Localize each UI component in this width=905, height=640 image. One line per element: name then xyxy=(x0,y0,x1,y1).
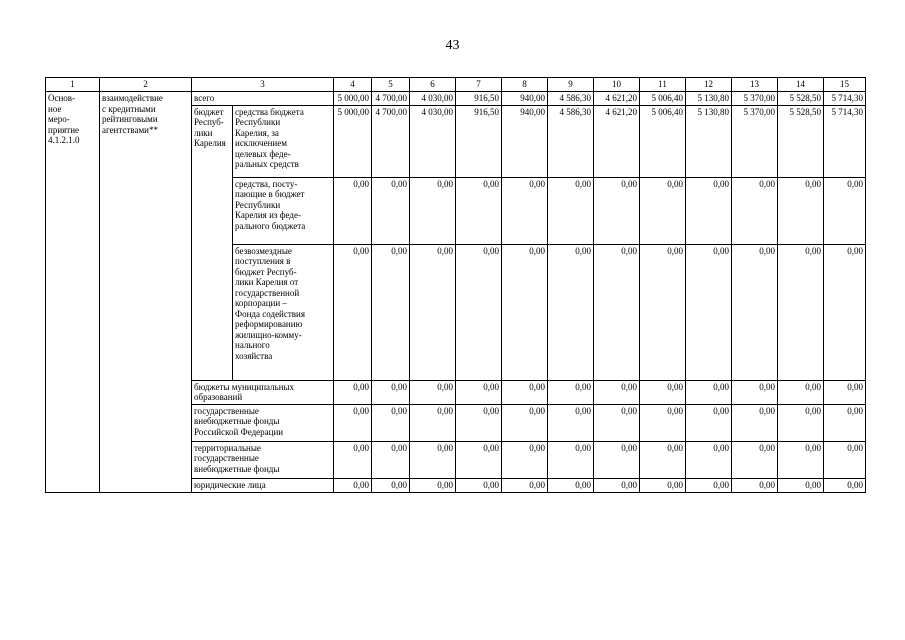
header-cell: 13 xyxy=(732,78,778,92)
value-cell: 0,00 xyxy=(334,404,372,441)
value-cell: 0,00 xyxy=(824,177,866,244)
value-cell: 0,00 xyxy=(640,244,686,380)
source-label-cell: средства бюджета Республики Карелия, за исключением целевых феде- ральных средств xyxy=(233,105,334,177)
source-label-cell: средства, посту- пающие в бюджет Республики Карелия из феде- рального бюджета xyxy=(233,177,334,244)
header-cell: 1 xyxy=(46,78,100,92)
value-cell: 0,00 xyxy=(778,244,824,380)
value-cell: 5 006,40 xyxy=(640,92,686,106)
header-cell: 15 xyxy=(824,78,866,92)
header-cell: 5 xyxy=(372,78,410,92)
value-cell: 0,00 xyxy=(732,404,778,441)
value-cell: 4 586,30 xyxy=(548,105,594,177)
value-cell: 5 370,00 xyxy=(732,105,778,177)
value-cell: 0,00 xyxy=(456,380,502,404)
value-cell: 0,00 xyxy=(410,404,456,441)
value-cell: 0,00 xyxy=(778,380,824,404)
value-cell: 4 621,20 xyxy=(594,92,640,106)
header-cell: 12 xyxy=(686,78,732,92)
value-cell: 0,00 xyxy=(410,380,456,404)
value-cell: 0,00 xyxy=(824,244,866,380)
value-cell: 4 030,00 xyxy=(410,105,456,177)
value-cell: 0,00 xyxy=(372,478,410,492)
value-cell: 0,00 xyxy=(594,177,640,244)
value-cell: 0,00 xyxy=(594,244,640,380)
value-cell: 0,00 xyxy=(502,380,548,404)
value-cell: 0,00 xyxy=(334,441,372,478)
value-cell: 4 586,30 xyxy=(548,92,594,106)
value-cell: 940,00 xyxy=(502,105,548,177)
value-cell: 0,00 xyxy=(334,177,372,244)
value-cell: 5 000,00 xyxy=(334,92,372,106)
value-cell: 0,00 xyxy=(548,404,594,441)
budget-table xyxy=(45,77,866,493)
source-label-cell: бюджеты муниципальных образований xyxy=(192,380,334,404)
value-cell: 0,00 xyxy=(456,404,502,441)
value-cell: 5 130,80 xyxy=(686,105,732,177)
source-label-cell: территориальные государственные внебюджетные фонды xyxy=(192,441,334,478)
value-cell: 0,00 xyxy=(686,177,732,244)
value-cell: 5 130,80 xyxy=(686,92,732,106)
value-cell: 0,00 xyxy=(640,478,686,492)
value-cell: 0,00 xyxy=(594,441,640,478)
header-cell: 3 xyxy=(192,78,334,92)
header-cell: 8 xyxy=(502,78,548,92)
value-cell: 0,00 xyxy=(372,380,410,404)
value-cell: 5 528,50 xyxy=(778,105,824,177)
value-cell: 0,00 xyxy=(686,244,732,380)
value-cell: 0,00 xyxy=(410,441,456,478)
value-cell: 0,00 xyxy=(732,177,778,244)
value-cell: 0,00 xyxy=(732,244,778,380)
page-number: 43 xyxy=(445,38,460,53)
value-cell: 0,00 xyxy=(548,478,594,492)
value-cell: 0,00 xyxy=(372,244,410,380)
source-label-cell: безвозмездные поступления в бюджет Респуб- лики Карелия от государственной корпорации – Фонда содействия реформированию жилищно-комму- нального хозяйства xyxy=(233,244,334,380)
value-cell: 0,00 xyxy=(334,244,372,380)
value-cell: 5 528,50 xyxy=(778,92,824,106)
value-cell: 0,00 xyxy=(824,380,866,404)
value-cell: 0,00 xyxy=(548,177,594,244)
value-cell: 4 700,00 xyxy=(372,105,410,177)
value-cell: 5 006,40 xyxy=(640,105,686,177)
value-cell: 0,00 xyxy=(686,478,732,492)
header-cell: 10 xyxy=(594,78,640,92)
value-cell: 0,00 xyxy=(778,441,824,478)
value-cell: 0,00 xyxy=(778,177,824,244)
value-cell: 0,00 xyxy=(732,441,778,478)
value-cell: 0,00 xyxy=(686,404,732,441)
value-cell: 0,00 xyxy=(410,177,456,244)
header-cell: 4 xyxy=(334,78,372,92)
event-name-cell: взаимодействие с кредитными рейтинговыми агентствами** xyxy=(100,92,192,493)
value-cell: 0,00 xyxy=(410,478,456,492)
value-cell: 0,00 xyxy=(824,478,866,492)
value-cell: 0,00 xyxy=(456,478,502,492)
value-cell: 0,00 xyxy=(410,244,456,380)
value-cell: 0,00 xyxy=(372,177,410,244)
value-cell: 0,00 xyxy=(778,478,824,492)
value-cell: 916,50 xyxy=(456,92,502,106)
source-label-cell: юридические лица xyxy=(192,478,334,492)
value-cell: 5 714,30 xyxy=(824,92,866,106)
value-cell: 0,00 xyxy=(502,404,548,441)
value-cell: 0,00 xyxy=(372,404,410,441)
table-row xyxy=(46,92,866,106)
value-cell: 0,00 xyxy=(594,478,640,492)
header-cell: 2 xyxy=(100,78,192,92)
header-cell: 7 xyxy=(456,78,502,92)
value-cell: 0,00 xyxy=(548,380,594,404)
value-cell: 940,00 xyxy=(502,92,548,106)
value-cell: 0,00 xyxy=(502,478,548,492)
value-cell: 0,00 xyxy=(502,177,548,244)
value-cell: 0,00 xyxy=(686,441,732,478)
source-label-cell: государственные внебюджетные фонды Российской Федерации xyxy=(192,404,334,441)
value-cell: 4 621,20 xyxy=(594,105,640,177)
header-cell: 6 xyxy=(410,78,456,92)
value-cell: 0,00 xyxy=(334,380,372,404)
value-cell: 0,00 xyxy=(686,380,732,404)
value-cell: 0,00 xyxy=(824,441,866,478)
header-cell: 9 xyxy=(548,78,594,92)
header-cell: 14 xyxy=(778,78,824,92)
value-cell: 0,00 xyxy=(824,404,866,441)
value-cell: 5 370,00 xyxy=(732,92,778,106)
value-cell: 0,00 xyxy=(640,380,686,404)
value-cell: 916,50 xyxy=(456,105,502,177)
value-cell: 0,00 xyxy=(456,441,502,478)
value-cell: 0,00 xyxy=(594,380,640,404)
value-cell: 0,00 xyxy=(548,244,594,380)
value-cell: 0,00 xyxy=(594,404,640,441)
value-cell: 0,00 xyxy=(732,478,778,492)
value-cell: 0,00 xyxy=(456,244,502,380)
value-cell: 0,00 xyxy=(548,441,594,478)
value-cell: 0,00 xyxy=(456,177,502,244)
header-cell: 11 xyxy=(640,78,686,92)
source-label-cell: всего xyxy=(192,92,334,106)
value-cell: 0,00 xyxy=(640,177,686,244)
value-cell: 0,00 xyxy=(732,380,778,404)
value-cell: 4 030,00 xyxy=(410,92,456,106)
event-code-cell: Основ- ное меро- приятие 4.1.2.1.0 xyxy=(46,92,100,493)
table-body xyxy=(46,78,866,493)
group-label-cell: бюджет Респуб- лики Карелия xyxy=(192,105,233,380)
value-cell: 0,00 xyxy=(502,244,548,380)
value-cell: 0,00 xyxy=(502,441,548,478)
value-cell: 0,00 xyxy=(334,478,372,492)
value-cell: 0,00 xyxy=(372,441,410,478)
value-cell: 0,00 xyxy=(640,441,686,478)
value-cell: 0,00 xyxy=(640,404,686,441)
header-row xyxy=(46,78,866,92)
value-cell: 0,00 xyxy=(778,404,824,441)
value-cell: 5 714,30 xyxy=(824,105,866,177)
value-cell: 4 700,00 xyxy=(372,92,410,106)
value-cell: 5 000,00 xyxy=(334,105,372,177)
